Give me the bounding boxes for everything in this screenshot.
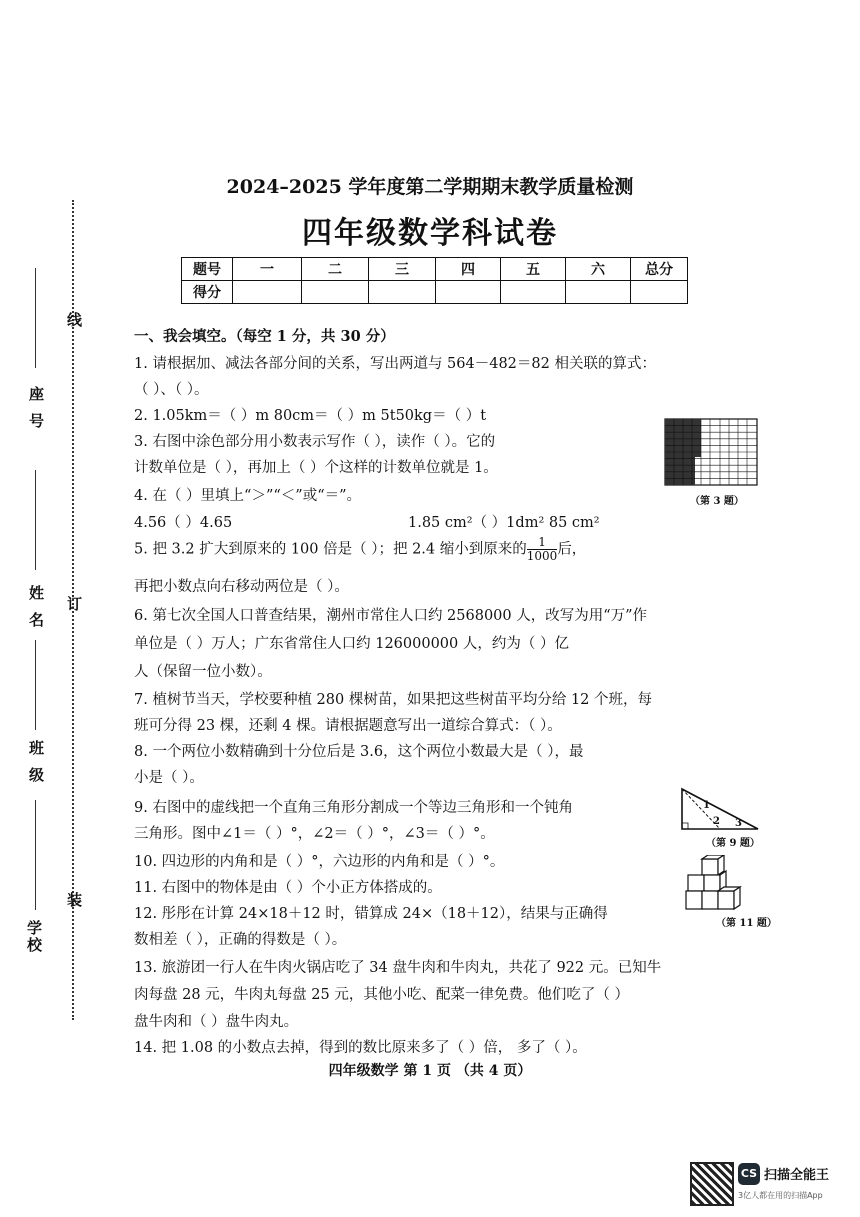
score-col-total: 总分 (631, 258, 688, 281)
school-blank[interactable] (35, 800, 36, 910)
score-cell[interactable] (302, 281, 369, 304)
exam-subtitle: 2024–2025 学年度第二学期期末教学质量检测 (226, 176, 634, 198)
camscanner-name: 扫描全能王 (764, 1168, 830, 1183)
score-cell[interactable] (436, 281, 501, 304)
score-col-2: 二 (302, 258, 369, 281)
score-cell[interactable] (501, 281, 566, 304)
question-12: 12. 彤彤在计算 24×18＋12 时，错算成 24×（18＋12），结果与正确得 (134, 906, 608, 922)
question-14: 14. 把 1.08 的小数点去掉，得到的数比原来多了（ ）倍， 多了（ ）。 (134, 1040, 587, 1056)
section-heading: 一、我会填空。（每空 1 分，共 30 分） (134, 328, 395, 345)
score-table (181, 257, 688, 304)
question-12-cont: 数相差（ ），正确的得数是（ ）。 (134, 932, 347, 948)
question-6: 6. 第七次全国人口普查结果，潮州市常住人口约 2568000 人，改写为用“万”作 (134, 608, 648, 624)
question-13-cont: 肉每盘 28 元，牛肉丸每盘 25 元，其他小吃、配菜一律免费。他们吃了（ ） (134, 987, 629, 1003)
question-9-cont: 三角形。图中∠1＝（ ）°，∠2＝（ ）°，∠3＝（ ）°。 (134, 826, 495, 842)
fraction-denominator: 1000 (526, 549, 558, 563)
exam-title: 四年级数学科试卷 (302, 216, 558, 251)
score-cell[interactable] (566, 281, 631, 304)
score-table-header-row (182, 258, 688, 281)
camscanner-tagline: 3亿人都在用的扫描App (738, 1191, 823, 1200)
figure-9-caption: （第 9 题） (706, 838, 760, 849)
question-4-right: 1.85 cm²（ ）1dm² 85 cm² (408, 515, 600, 531)
question-7: 7. 植树节当天，学校要种植 280 棵树苗，如果把这些树苗平均分给 12 个班，每 (134, 692, 653, 708)
decimal-grid-figure (664, 418, 758, 486)
side-label-zuohao: 座号 (27, 386, 45, 440)
qr-code-icon (690, 1162, 734, 1206)
score-table-score-row (182, 281, 688, 304)
question-5-post: 后， (557, 541, 587, 558)
question-6-cont2: 人（保留一位小数）。 (134, 664, 272, 680)
question-7-cont: 班可分得 23 棵，还剩 4 棵。请根据题意写出一道综合算式：（ ）。 (134, 718, 562, 734)
question-5 (134, 536, 586, 563)
seat-blank[interactable] (35, 268, 36, 368)
question-5-cont: 再把小数点向右移动两位是（ ）。 (134, 579, 349, 595)
question-9: 9. 右图中的虚线把一个直角三角形分割成一个等边三角形和一个钝角 (134, 800, 573, 816)
question-10: 10. 四边形的内角和是（ ）°，六边形的内角和是（ ）°。 (134, 854, 505, 870)
fraction-numerator: 1 (527, 536, 558, 550)
side-label-school: 学校 (25, 920, 43, 954)
camscanner-logo: CS (738, 1163, 760, 1185)
figure-3-caption: （第 3 题） (690, 496, 744, 507)
question-4-left: 4.56（ ）4.65 (134, 515, 233, 531)
question-1-blanks: （ ）、（ ）。 (134, 382, 209, 398)
score-cell[interactable] (631, 281, 688, 304)
fraction (527, 536, 558, 563)
question-5-pre: 5. 把 3.2 扩大到原来的 100 倍是（ ）；把 2.4 缩小到原来的 (134, 541, 527, 558)
question-1: 1. 请根据加、减法各部分间的关系，写出两道与 564－482＝82 相关联的算式： (134, 356, 656, 372)
question-3-cont: 计数单位是（ ），再加上（ ）个这样的计数单位就是 1。 (134, 460, 498, 476)
side-label-xian: 线 (65, 312, 83, 327)
question-6-cont: 单位是（ ）万人；广东省常住人口约 126000000 人，约为（ ）亿 (134, 636, 569, 652)
score-row-label: 得分 (182, 281, 233, 304)
question-2: 2. 1.05km＝（ ）m 80cm＝（ ）m 5t50kg＝（ ）t (134, 408, 487, 424)
cubes-figure (684, 855, 750, 913)
score-cell[interactable] (233, 281, 302, 304)
question-4: 4. 在（ ）里填上“＞”“＜”或“＝”。 (134, 488, 362, 504)
angle-2-label: 2 (713, 816, 720, 827)
question-3: 3. 右图中涂色部分用小数表示写作（ ），读作（ ）。它的 (134, 434, 496, 450)
score-col-label: 题号 (182, 258, 233, 281)
question-13-cont2: 盘牛肉和（ ）盘牛肉丸。 (134, 1014, 299, 1030)
score-col-6: 六 (566, 258, 631, 281)
question-8-cont: 小是（ ）。 (134, 770, 204, 786)
class-blank[interactable] (35, 640, 36, 730)
question-8: 8. 一个两位小数精确到十分位后是 3.6，这个两位小数最大是（ ），最 (134, 744, 584, 760)
side-label-class: 班级 (27, 740, 45, 794)
score-col-4: 四 (436, 258, 501, 281)
score-cell[interactable] (369, 281, 436, 304)
angle-1-label: 1 (703, 800, 710, 811)
question-11: 11. 右图中的物体是由（ ）个小正方体搭成的。 (134, 880, 442, 896)
score-col-3: 三 (369, 258, 436, 281)
side-label-zhuang: 装 (65, 892, 83, 907)
score-col-1: 一 (233, 258, 302, 281)
page-footer: 四年级数学 第 1 页 （共 4 页） (328, 1063, 532, 1079)
figure-11-caption: （第 11 题） (716, 918, 777, 929)
name-blank[interactable] (35, 470, 36, 570)
side-label-ding: 订 (65, 596, 83, 611)
question-13: 13. 旅游团一行人在牛肉火锅店吃了 34 盘牛肉和牛肉丸，共花了 922 元。已知牛 (134, 960, 662, 976)
side-label-name: 姓名 (27, 585, 45, 639)
angle-3-label: 3 (735, 818, 742, 829)
score-col-5: 五 (501, 258, 566, 281)
